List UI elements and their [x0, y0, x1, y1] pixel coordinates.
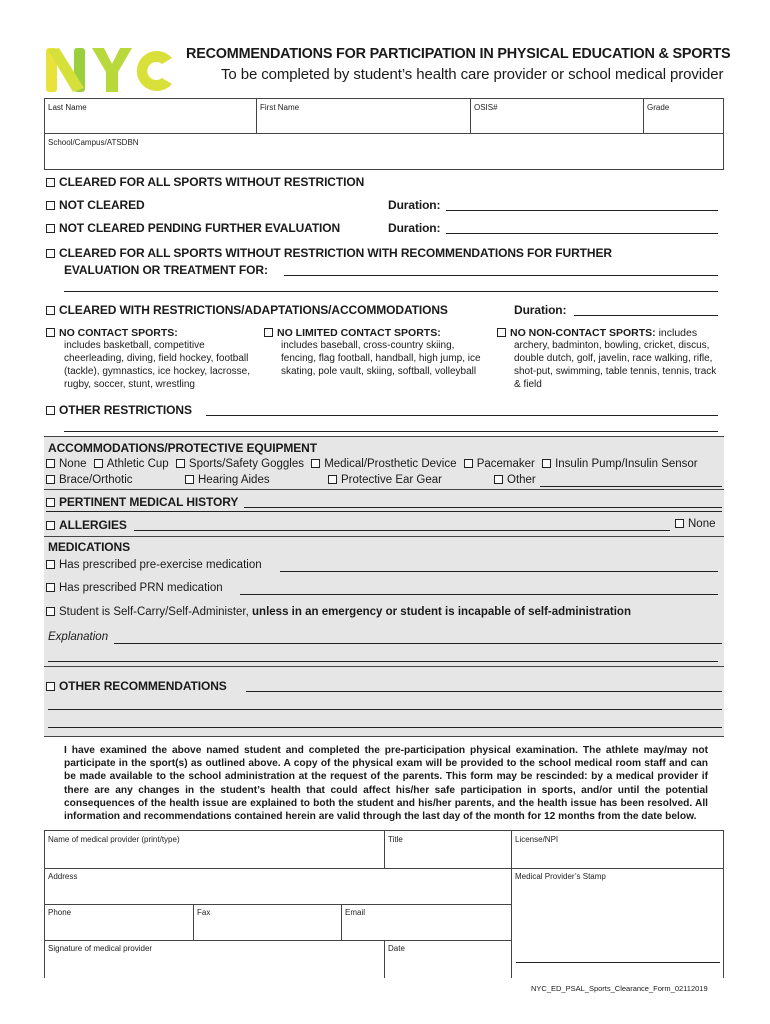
stamp-field[interactable]: Medical Provider’s Stamp: [515, 872, 606, 881]
brace-option[interactable]: Brace/Orthotic: [46, 474, 133, 486]
form-subtitle: To be completed by student’s health care provider or school medical provider: [221, 66, 724, 83]
pre-exercise-line[interactable]: [280, 571, 718, 572]
pertinent-history-line-2[interactable]: [46, 511, 722, 512]
other-accommodation-line[interactable]: [540, 486, 722, 487]
allergies-none-option[interactable]: None: [675, 518, 716, 530]
other-accommodation-option[interactable]: Other: [494, 474, 536, 486]
checkbox-icon[interactable]: [328, 475, 337, 484]
goggles-option[interactable]: Sports/Safety Goggles: [176, 458, 304, 470]
checkbox-icon[interactable]: [46, 521, 55, 530]
no-limited-desc: includes baseball, cross-country skiing, fencing, flag football, handball, high jump, ice skating, pole vault, skiing, softball, volleyball: [281, 340, 481, 377]
other-recommendations-line-2[interactable]: [48, 709, 722, 710]
phone-field[interactable]: Phone: [48, 908, 72, 917]
checkbox-icon[interactable]: [497, 328, 506, 337]
provider-title-field[interactable]: Title: [388, 835, 403, 844]
medications-title: MEDICATIONS: [48, 540, 131, 554]
checkbox-icon[interactable]: [46, 459, 55, 468]
checkbox-icon[interactable]: [46, 583, 55, 592]
checkbox-icon[interactable]: [464, 459, 473, 468]
accommodations-row-1: [46, 458, 698, 470]
not-cleared-pending-option[interactable]: NOT CLEARED PENDING FURTHER EVALUATION: [46, 221, 340, 235]
pre-exercise-option[interactable]: Has prescribed pre-exercise medication: [46, 559, 262, 571]
date-field[interactable]: Date: [388, 944, 405, 953]
cleared-all-option[interactable]: CLEARED FOR ALL SPORTS WITHOUT RESTRICTION: [46, 175, 364, 189]
no-noncontact-desc: archery, badminton, bowling, cricket, discus, double dutch, golf, javelin, race walking, rifle, shot-put, swimming, table tennis, tennis, track & field: [514, 340, 717, 390]
duration-line[interactable]: [446, 233, 718, 234]
checkbox-icon[interactable]: [311, 459, 320, 468]
self-carry-option[interactable]: Student is Self-Carry/Self-Administer, unless in an emergency or student is incapable of self-administration: [46, 606, 631, 618]
checkbox-icon[interactable]: [94, 459, 103, 468]
checkbox-icon[interactable]: [46, 201, 55, 210]
none-option[interactable]: None: [46, 458, 87, 470]
other-restrictions-line-2[interactable]: [64, 431, 718, 432]
attestation-text: I have examined the above named student and completed the pre-participation physical examination. The athlete may/may not participate in the sport(s) as outlined above. A copy of the physical exam will be provided to the school medical room staff and can be made available to the school administration at the request of the parents. This form may be rescinded: by a medical provider if there are any changes in the student’s health that could affect his/her safe participation in sports, and/or until the potential consequences of the health issue are explained to both the student and his/her parents, and the health issue has been resolved. All information and recommendations contained herein are valid through the last day of the month for 12 months from the date below.: [64, 745, 708, 823]
checkbox-icon[interactable]: [46, 224, 55, 233]
other-recommendations-option[interactable]: OTHER RECOMMENDATIONS: [46, 679, 227, 693]
checkbox-icon[interactable]: [542, 459, 551, 468]
grade-field[interactable]: Grade: [647, 103, 670, 112]
checkbox-icon[interactable]: [46, 498, 55, 507]
checkbox-icon[interactable]: [46, 249, 55, 258]
hearing-option[interactable]: Hearing Aides: [185, 474, 270, 486]
cleared-restrictions-option[interactable]: CLEARED WITH RESTRICTIONS/ADAPTATIONS/ACCOMMODATIONS: [46, 303, 448, 317]
other-restrictions-option[interactable]: OTHER RESTRICTIONS: [46, 403, 192, 417]
other-recommendations-line[interactable]: [246, 691, 722, 692]
athletic-cup-option[interactable]: Athletic Cup: [94, 458, 169, 470]
prn-option[interactable]: Has prescribed PRN medication: [46, 582, 223, 594]
checkbox-icon[interactable]: [46, 682, 55, 691]
stamp-line: [516, 962, 720, 963]
student-info-grid: [44, 98, 724, 170]
checkbox-icon[interactable]: [46, 406, 55, 415]
explanation-label: Explanation: [48, 631, 109, 643]
checkbox-icon[interactable]: [46, 475, 55, 484]
checkbox-icon[interactable]: [46, 560, 55, 569]
no-contact-desc: includes basketball, competitive cheerleading, diving, field hockey, football (tackle), gymnastics, ice hockey, lacrosse, rugby, soccer, stunt, wrestling: [64, 340, 250, 390]
form-title: RECOMMENDATIONS FOR PARTICIPATION IN PHYSICAL EDUCATION & SPORTS: [186, 46, 731, 62]
duration-label: Duration:: [388, 198, 441, 212]
recommend-line[interactable]: [284, 275, 718, 276]
nyc-logo: [44, 44, 176, 94]
duration-label: Duration:: [388, 221, 441, 235]
email-field[interactable]: Email: [345, 908, 366, 917]
checkbox-icon[interactable]: [46, 328, 55, 337]
pertinent-history-option[interactable]: PERTINENT MEDICAL HISTORY: [46, 495, 238, 509]
duration-line[interactable]: [446, 210, 718, 211]
cleared-recommend-option[interactable]: CLEARED FOR ALL SPORTS WITHOUT RESTRICTION WITH RECOMMENDATIONS FOR FURTHER: [46, 246, 612, 260]
no-limited-contact-sports[interactable]: NO LIMITED CONTACT SPORTS: includes baseball, cross-country skiing, fencing, flag football, handball, high jump, ice skating, pole vault, skiing, softball, volleyball: [264, 327, 490, 378]
checkbox-icon[interactable]: [264, 328, 273, 337]
pacemaker-option[interactable]: Pacemaker: [464, 458, 535, 470]
duration-label: Duration:: [514, 303, 567, 317]
checkbox-icon[interactable]: [494, 475, 503, 484]
form-footer: NYC_ED_PSAL_Sports_Clearance_Form_02112019: [531, 984, 708, 993]
insulin-option[interactable]: Insulin Pump/Insulin Sensor: [542, 458, 698, 470]
fax-field[interactable]: Fax: [197, 908, 211, 917]
allergies-option[interactable]: ALLERGIES: [46, 518, 127, 532]
duration-line[interactable]: [574, 315, 718, 316]
license-field[interactable]: License/NPI: [515, 835, 559, 844]
no-noncontact-sports[interactable]: NO NON-CONTACT SPORTS: includes archery, badminton, bowling, cricket, discus, double dutch, golf, javelin, race walking, rifle, shot-put, swimming, table tennis, tennis, track & field: [497, 327, 725, 391]
school-field[interactable]: School/Campus/ATSDBN: [48, 138, 139, 147]
signature-field[interactable]: Signature of medical provider: [48, 944, 153, 953]
recommend-line-2[interactable]: [64, 291, 718, 292]
nyc-logo-graphic: [44, 44, 176, 94]
checkbox-icon[interactable]: [185, 475, 194, 484]
other-restrictions-line[interactable]: [206, 415, 718, 416]
ear-gear-option[interactable]: Protective Ear Gear: [328, 474, 442, 486]
provider-name-field[interactable]: Name of medical provider (print/type): [48, 835, 180, 844]
checkbox-icon[interactable]: [46, 607, 55, 616]
not-cleared-option[interactable]: NOT CLEARED: [46, 198, 145, 212]
explanation-line[interactable]: [114, 643, 722, 644]
checkbox-icon[interactable]: [176, 459, 185, 468]
other-recommendations-line-3[interactable]: [48, 727, 722, 728]
cleared-recommend-line2: EVALUATION OR TREATMENT FOR:: [64, 263, 268, 277]
checkbox-icon[interactable]: [675, 519, 684, 528]
allergies-line[interactable]: [134, 530, 670, 531]
checkbox-icon[interactable]: [46, 178, 55, 187]
osis-field[interactable]: OSIS#: [474, 103, 498, 112]
accommodations-title: ACCOMMODATIONS/PROTECTIVE EQUIPMENT: [48, 441, 317, 455]
address-field[interactable]: Address: [48, 872, 78, 881]
last-name-field[interactable]: Last Name: [48, 103, 87, 112]
medical-device-option[interactable]: Medical/Prosthetic Device: [311, 458, 456, 470]
explanation-line-2[interactable]: [48, 661, 718, 662]
checkbox-icon[interactable]: [46, 306, 55, 315]
first-name-field[interactable]: First Name: [260, 103, 300, 112]
no-contact-sports[interactable]: NO CONTACT SPORTS: includes basketball, competitive cheerleading, diving, field hockey, football (tackle), gymnastics, ice hockey, lacrosse, rugby, soccer, stunt, wrestling: [46, 327, 260, 391]
prn-line[interactable]: [240, 594, 718, 595]
pertinent-history-line[interactable]: [244, 507, 722, 508]
